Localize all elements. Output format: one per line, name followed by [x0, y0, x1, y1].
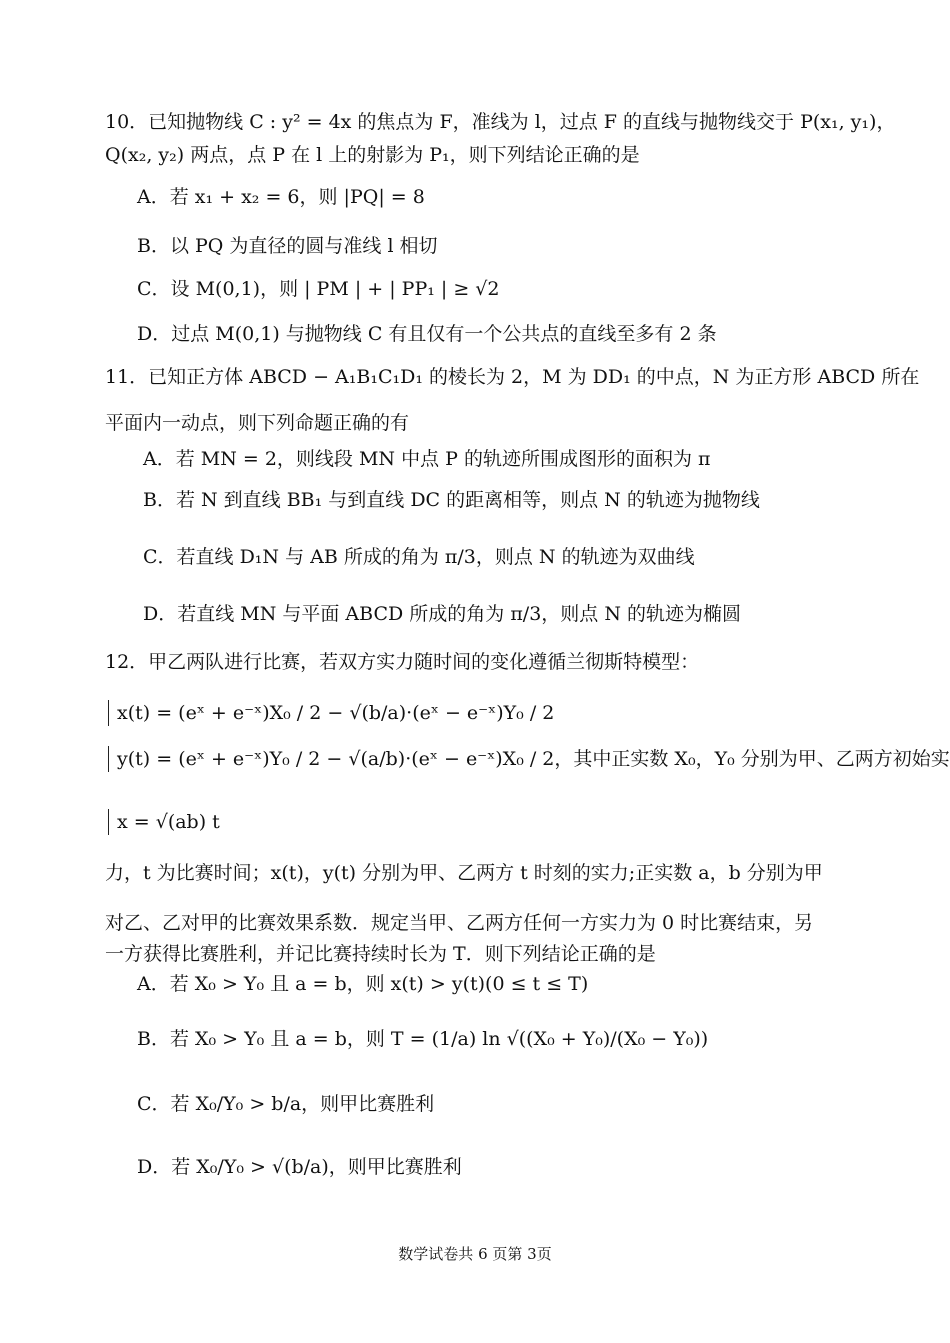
q11-stem-line-2: 平面内一动点，则下列命题正确的有 [105, 412, 410, 434]
q10-option-d: D．过点 M(0,1) 与抛物线 C 有且仅有一个公共点的直线至多有 2 条 [137, 323, 717, 345]
q10-stem-line-2: Q(x₂, y₂) 两点，点 P 在 l 上的射影为 P₁，则下列结论正确的是 [105, 144, 640, 166]
q12-text-line-2: 对乙、乙对甲的比赛效果系数．规定当甲、乙两方任何一方实力为 0 时比赛结束，另 [105, 912, 814, 934]
q12-equation-2: y(t) = (eˣ + e⁻ˣ)Y₀ / 2 − √(a/b)·(eˣ − e⁻ˣ)X₀ / 2，其中正实数 X₀，Y₀ 分别为甲、乙两方初始实 [108, 746, 950, 772]
q11-stem-line-1: 11．已知正方体 ABCD − A₁B₁C₁D₁ 的棱长为 2，M 为 DD₁ 的中点，N 为正方形 ABCD 所在 [105, 366, 920, 388]
q11-option-d: D．若直线 MN 与平面 ABCD 所成的角为 π/3，则点 N 的轨迹为椭圆 [143, 603, 742, 625]
q11-option-b: B．若 N 到直线 BB₁ 与到直线 DC 的距离相等，则点 N 的轨迹为抛物线 [143, 489, 760, 511]
q10-option-a: A．若 x₁ + x₂ = 6，则 |PQ| = 8 [137, 186, 425, 208]
q12-text-line-3: 一方获得比赛胜利，并记比赛持续时长为 T．则下列结论正确的是 [105, 943, 656, 965]
q12-option-b: B．若 X₀ > Y₀ 且 a = b，则 T = (1/a) ln √((X₀ + Y₀)/(X₀ − Y₀)) [137, 1028, 709, 1050]
q12-text-line-1: 力，t 为比赛时间；x(t)，y(t) 分别为甲、乙两方 t 时刻的实力;正实数 a，b 分别为甲 [105, 862, 823, 884]
q12-equation-3: x = √(ab) t [108, 809, 220, 835]
q10-option-c: C．设 M(0,1)，则 | PM | + | PP₁ | ≥ √2 [137, 278, 500, 300]
q12-option-d: D．若 X₀/Y₀ > √(b/a)，则甲比赛胜利 [137, 1156, 462, 1178]
q11-option-c: C．若直线 D₁N 与 AB 所成的角为 π/3，则点 N 的轨迹为双曲线 [143, 546, 695, 568]
q12-intro: 12．甲乙两队进行比赛，若双方实力随时间的变化遵循兰彻斯特模型： [105, 651, 700, 673]
q11-option-a: A．若 MN = 2，则线段 MN 中点 P 的轨迹所围成图形的面积为 π [143, 448, 711, 470]
q10-option-b: B．以 PQ 为直径的圆与准线 l 相切 [137, 235, 438, 257]
q12-option-c: C．若 X₀/Y₀ > b/a，则甲比赛胜利 [137, 1093, 435, 1115]
q10-stem-line-1: 10．已知抛物线 C : y² = 4x 的焦点为 F，准线为 l，过点 F 的直线与抛物线交于 P(x₁, y₁)， [105, 111, 896, 133]
page-footer: 数学试卷共 6 页第 3页 [398, 1245, 552, 1263]
q12-option-a: A．若 X₀ > Y₀ 且 a = b，则 x(t) > y(t)(0 ≤ t ≤ T) [137, 973, 589, 995]
q12-equation-1: x(t) = (eˣ + e⁻ˣ)X₀ / 2 − √(b/a)·(eˣ − e⁻ˣ)Y₀ / 2 [108, 700, 554, 726]
